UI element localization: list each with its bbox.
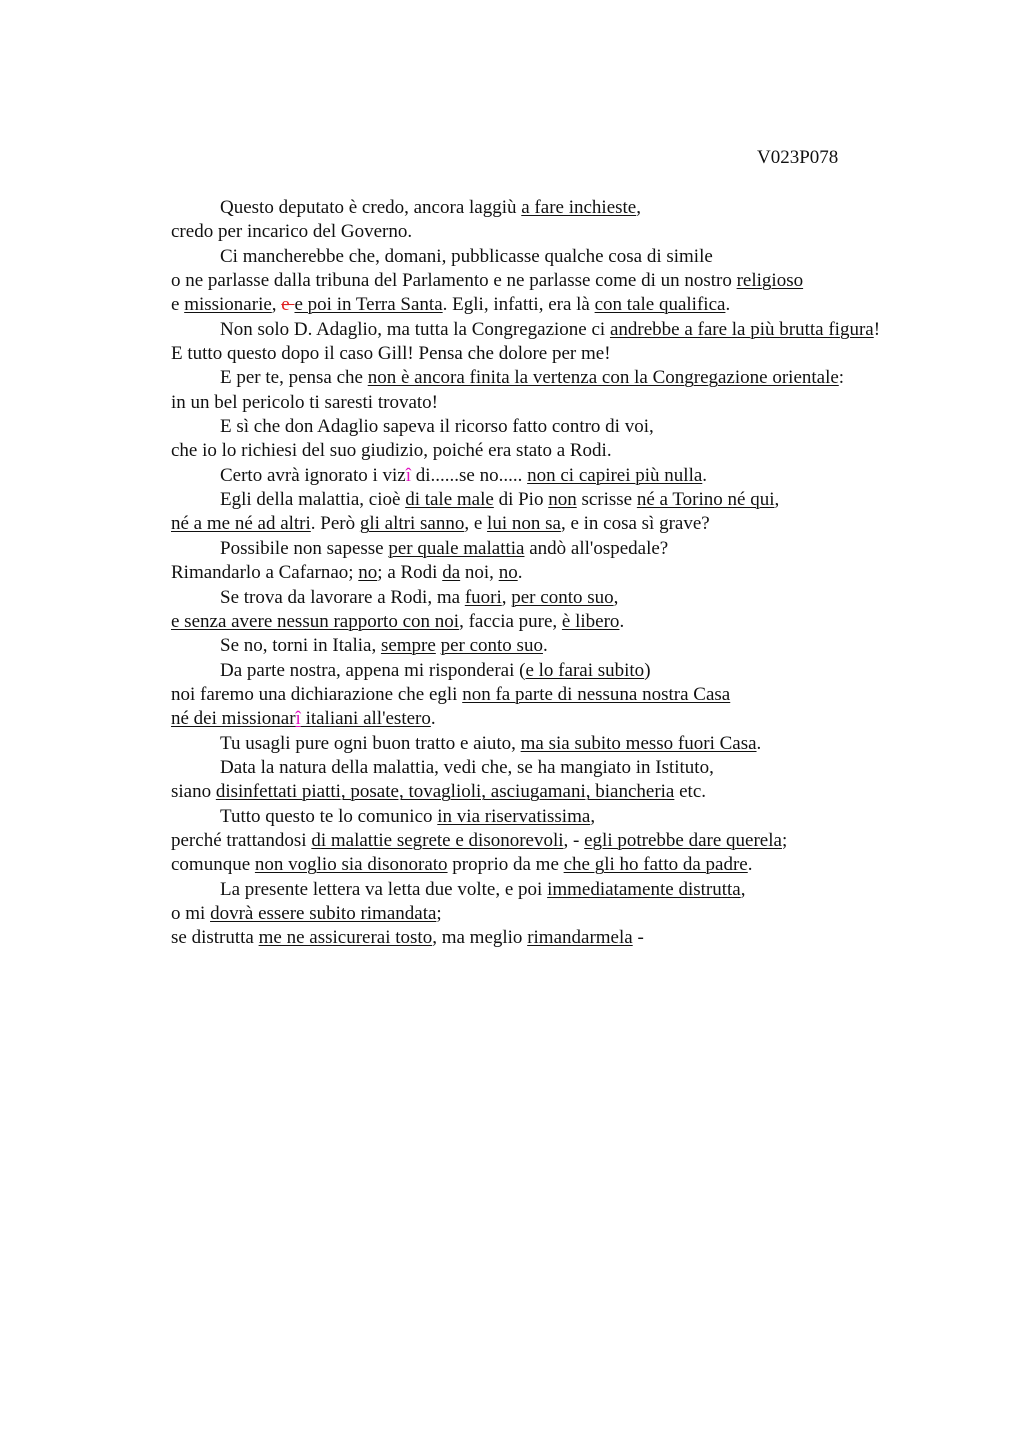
text-line — [171, 293, 991, 317]
highlighted-char: î — [295, 708, 301, 730]
text-run: se distrutta — [171, 927, 259, 949]
underlined-text: a fare inchieste — [521, 197, 637, 218]
text-line — [171, 756, 991, 780]
underlined-text: per quale malattia — [388, 537, 525, 559]
underlined-text: né a me né ad altri — [171, 513, 311, 535]
underlined-text: lui non sa — [487, 513, 561, 535]
text-run: Da parte nostra, appena mi risponderai ( — [220, 659, 526, 681]
underlined-text: non voglio sia disonorato — [254, 854, 448, 876]
text-run: andò all'ospedale? — [524, 537, 669, 559]
underlined-text: missionarie — [184, 294, 272, 316]
text-run: . — [702, 464, 708, 486]
text-run: , — [590, 805, 596, 827]
text-run: e — [171, 294, 185, 316]
struck-text: e — [281, 294, 295, 316]
text-run: : — [838, 367, 845, 389]
underlined-text: italiani all'estero — [300, 708, 431, 730]
text-run: di Pio — [493, 489, 549, 511]
text-run: . Egli, infatti, era là — [442, 294, 595, 316]
underlined-text: e lo farai subito — [525, 659, 645, 681]
underlined-text: fuori — [464, 586, 502, 608]
text-run: ; — [436, 902, 442, 924]
text-run: E tutto questo dopo il caso Gill! Pensa che dolore per me! — [171, 343, 611, 365]
text-run: , faccia pure, — [459, 610, 562, 632]
text-line — [171, 318, 991, 342]
text-line — [171, 342, 991, 366]
text-run: noi faremo una dichiarazione che egli — [171, 683, 463, 705]
text-run: Non solo D. Adaglio, ma tutta la Congregazione ci — [220, 318, 610, 340]
text-run: o mi — [171, 902, 211, 924]
text-run: noi, — [460, 562, 499, 584]
text-run: - — [632, 927, 644, 949]
text-line — [171, 196, 991, 220]
underlined-text: e poi in Terra Santa — [294, 294, 443, 316]
text-run: Certo avrà ignorato i viz — [220, 464, 406, 486]
text-run: , ma meglio — [432, 927, 528, 949]
underlined-text: non — [548, 489, 577, 511]
text-run: E per te, pensa che — [220, 367, 368, 389]
underlined-text: disinfettati piatti, posate, tovaglioli, asciugamani, biancheria — [215, 781, 675, 803]
underlined-text: con tale qualifica — [594, 294, 726, 316]
text-run: . — [756, 732, 762, 754]
text-run: Se trova da lavorare a Rodi, ma — [220, 586, 465, 608]
text-run: , — [613, 586, 619, 608]
underlined-text: da — [442, 562, 461, 584]
underlined-text: dovrà essere subito rimandata — [210, 902, 437, 924]
underlined-text: egli potrebbe dare querela — [584, 829, 782, 851]
text-run: siano — [171, 781, 216, 803]
underlined-text: è libero — [561, 610, 620, 632]
text-run: , — [774, 489, 780, 511]
text-run: Possibile non sapesse — [220, 537, 389, 559]
text-run: comunque — [171, 854, 255, 876]
text-run: etc. — [674, 781, 707, 803]
text-run: ! — [873, 318, 881, 340]
underlined-text: di malattie segrete e disonorevoli — [311, 829, 564, 851]
text-run: , — [271, 294, 282, 316]
text-line — [171, 464, 991, 488]
text-run: , — [740, 878, 746, 900]
text-run: Se no, torni in Italia, — [220, 635, 381, 657]
text-line — [171, 391, 991, 415]
text-run: . — [725, 294, 731, 316]
text-line — [171, 415, 991, 439]
underlined-text: immediatamente distrutta — [547, 878, 741, 900]
text-run: credo per incarico del Governo. — [171, 221, 413, 243]
underlined-text: e senza avere nessun rapporto con noi — [171, 610, 460, 632]
text-run: . — [542, 635, 548, 657]
text-run: ; — [781, 829, 788, 851]
underlined-text: sempre — [380, 635, 436, 657]
text-line — [171, 561, 991, 585]
text-line — [171, 439, 991, 463]
text-line — [171, 634, 991, 658]
text-line — [171, 707, 991, 731]
underlined-text: rimandarmela — [527, 927, 633, 949]
text-run: scrisse — [576, 489, 637, 511]
text-line — [171, 537, 991, 561]
underlined-text: no — [358, 562, 378, 584]
text-run: Tu usagli pure ogni buon tratto e aiuto, — [220, 732, 521, 754]
underlined-text: non è ancora finita la vertenza con la Congregazione orientale — [367, 367, 839, 389]
underlined-text: che gli ho fatto da padre — [563, 854, 748, 876]
text-line — [171, 878, 991, 902]
text-run: , — [636, 197, 641, 218]
text-line — [171, 586, 991, 610]
underlined-text: né a Torino né qui — [636, 489, 775, 511]
underlined-text: gli altri sanno — [359, 513, 465, 535]
text-run: , e in cosa sì grave? — [560, 513, 710, 535]
text-run: E sì che don Adaglio sapeva il ricorso fatto contro di voi, — [220, 416, 654, 438]
underlined-text: non fa parte di nessuna nostra Casa — [462, 683, 731, 705]
text-run: . — [430, 708, 436, 730]
text-line — [171, 853, 991, 877]
text-run: o ne parlasse dalla tribuna del Parlamento e ne parlasse come di un nostro — [171, 270, 737, 292]
text-run: , — [501, 586, 512, 608]
underlined-text: me ne assicurerai tosto — [258, 927, 433, 949]
text-line — [171, 245, 991, 269]
text-run: di......se no..... — [411, 464, 528, 486]
text-line — [171, 902, 991, 926]
underlined-text: in via riservatissima — [437, 805, 591, 827]
text-line — [171, 805, 991, 829]
text-run: Ci mancherebbe che, domani, pubblicasse qualche cosa di simile — [220, 245, 713, 267]
text-run: che io lo richiesi del suo giudizio, poiché era stato a Rodi. — [171, 440, 612, 462]
text-run: ; a Rodi — [377, 562, 443, 584]
underlined-text: non ci capirei più nulla — [527, 464, 703, 486]
underlined-text: per conto suo — [440, 635, 543, 657]
text-run: proprio da me — [447, 854, 564, 876]
text-line — [171, 926, 991, 950]
text-run: Data la natura della malattia, vedi che, se ha mangiato in Istituto, — [220, 756, 714, 778]
text-run: La presente lettera va letta due volte, e poi — [220, 878, 548, 900]
text-run: Tutto questo te lo comunico — [220, 805, 438, 827]
text-run: , - — [563, 829, 585, 851]
text-line — [171, 780, 991, 804]
text-line — [171, 659, 991, 683]
text-run: in un bel pericolo ti saresti trovato! — [171, 391, 438, 413]
text-run: . Però — [310, 513, 360, 535]
underlined-text: per conto suo — [511, 586, 614, 608]
text-line — [171, 732, 991, 756]
text-line — [171, 220, 991, 244]
underlined-text: né dei missionar — [171, 708, 296, 730]
text-run: ) — [644, 659, 651, 681]
text-line — [171, 488, 991, 512]
underlined-text: ma sia subito messo fuori Casa — [520, 732, 757, 754]
underlined-text: religioso — [736, 270, 804, 292]
text-line — [171, 269, 991, 293]
letter-body — [171, 196, 991, 951]
text-run: Egli della malattia, cioè — [220, 489, 406, 511]
text-line — [171, 683, 991, 707]
text-line — [171, 512, 991, 536]
text-run: . — [619, 610, 625, 632]
underlined-text: no — [498, 562, 518, 584]
highlighted-char: î — [405, 464, 411, 486]
page-identifier: V023P078 — [757, 147, 839, 168]
text-run: perché trattandosi — [171, 829, 312, 851]
text-run: . — [747, 854, 753, 876]
text-run: Questo deputato è credo, ancora laggiù — [220, 197, 522, 218]
underlined-text: di tale male — [405, 489, 494, 511]
text-line — [171, 610, 991, 634]
text-line — [171, 366, 991, 390]
underlined-text: andrebbe a fare la più brutta figura — [609, 318, 874, 340]
text-run: . — [517, 562, 523, 584]
text-run: , e — [464, 513, 488, 535]
text-line — [171, 829, 991, 853]
text-run: Rimandarlo a Cafarnao; — [171, 562, 359, 584]
